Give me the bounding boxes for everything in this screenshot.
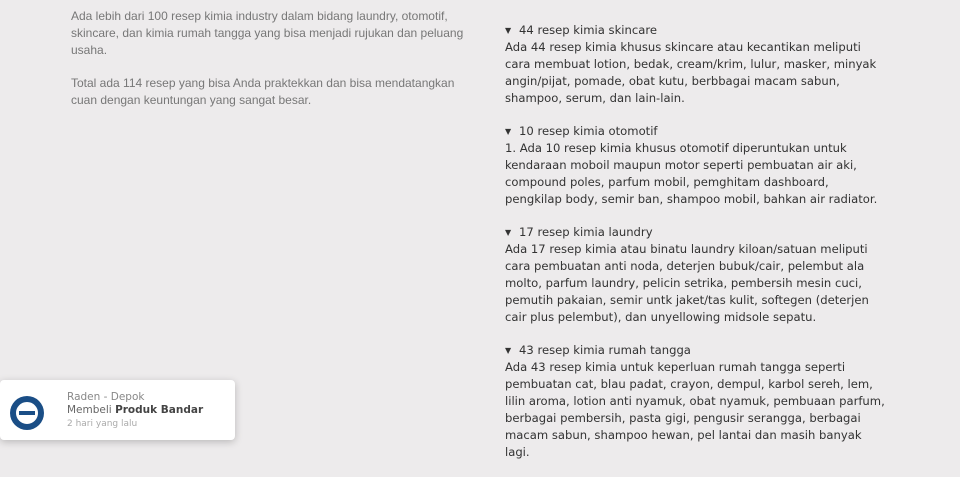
caret-down-icon: ▼ bbox=[505, 26, 512, 35]
intro-text bbox=[71, 8, 481, 125]
caret-down-icon: ▼ bbox=[505, 346, 512, 355]
section-title: 44 resep kimia skincare bbox=[519, 23, 657, 37]
section-otomotif bbox=[505, 123, 885, 208]
store-logo bbox=[10, 396, 44, 430]
action-prefix: Membeli bbox=[67, 403, 112, 416]
section-toggle-rumah-tangga[interactable] bbox=[505, 342, 885, 359]
section-title: 17 resep kimia laundry bbox=[519, 225, 653, 239]
section-laundry bbox=[505, 224, 885, 326]
purchase-line bbox=[67, 404, 203, 417]
purchase-notification[interactable] bbox=[0, 380, 235, 440]
timestamp: 2 hari yang lalu bbox=[67, 419, 138, 429]
section-body: Ada 44 resep kimia khusus skincare atau kecantikan meliputi cara membuat lotion, bedak, cream/krim, lulur, masker, minyak angin/pijat, pomade, obat kutu, berbbagai macam sabun, shampoo, serum, dan lain-lain. bbox=[505, 40, 877, 105]
caret-down-icon: ▼ bbox=[505, 127, 512, 136]
intro-paragraph-2: Total ada 114 resep yang bisa Anda praktekkan dan bisa mendatangkan cuan dengan keuntungan yang sangat besar. bbox=[71, 76, 455, 107]
recipe-accordion bbox=[505, 22, 885, 477]
section-title: 10 resep kimia otomotif bbox=[519, 124, 658, 138]
section-toggle-otomotif[interactable] bbox=[505, 123, 885, 140]
notification-text bbox=[67, 391, 203, 431]
section-body: 1. Ada 10 resep kimia khusus otomotif diperuntukan untuk kendaraan moboil maupun motor seperti pembuatan air aki, compound poles, parfum mobil, pemghitam dashboard, pengkilap body, semir ban, shampoo mobil, bahkan air radiator. bbox=[505, 141, 878, 206]
section-body: Ada 43 resep kimia untuk keperluan rumah tangga seperti pembuatan cat, blau padat, crayon, dempul, karbol sereh, lem, lilin aroma, lotion anti nyamuk, obat nyamuk, pembuaan parfum, berbagai pembersih, pasta gigi, pengusir serangga, berbagai macam sabun, shampoo hewan, pel lantai dan masih banyak lagi. bbox=[505, 360, 885, 459]
badge-icon bbox=[14, 400, 40, 426]
section-rumah-tangga bbox=[505, 342, 885, 461]
section-skincare bbox=[505, 22, 885, 107]
section-toggle-laundry[interactable] bbox=[505, 224, 885, 241]
product-name: Produk Bandar bbox=[115, 403, 204, 416]
buyer-location: Raden - Depok bbox=[67, 391, 145, 403]
section-body: Ada 17 resep kimia atau binatu laundry kiloan/satuan meliputi cara pembuatan anti noda, deterjen bubuk/cair, pelembut ala molto, parfum laundry, pelicin setrika, pembersih mesin cuci, pemutih pakaian, semir untk jaket/tas kulit, softegen (deterjen cair plus pelembut), dan unyellowing midsole sepatu. bbox=[505, 242, 869, 324]
caret-down-icon: ▼ bbox=[505, 228, 512, 237]
section-toggle-skincare[interactable] bbox=[505, 22, 885, 39]
intro-paragraph-1: Ada lebih dari 100 resep kimia industry dalam bidang laundry, otomotif, skincare, dan kimia rumah tangga yang bisa menjadi rujukan dan peluang usaha. bbox=[71, 9, 464, 57]
section-title: 43 resep kimia rumah tangga bbox=[519, 343, 691, 357]
